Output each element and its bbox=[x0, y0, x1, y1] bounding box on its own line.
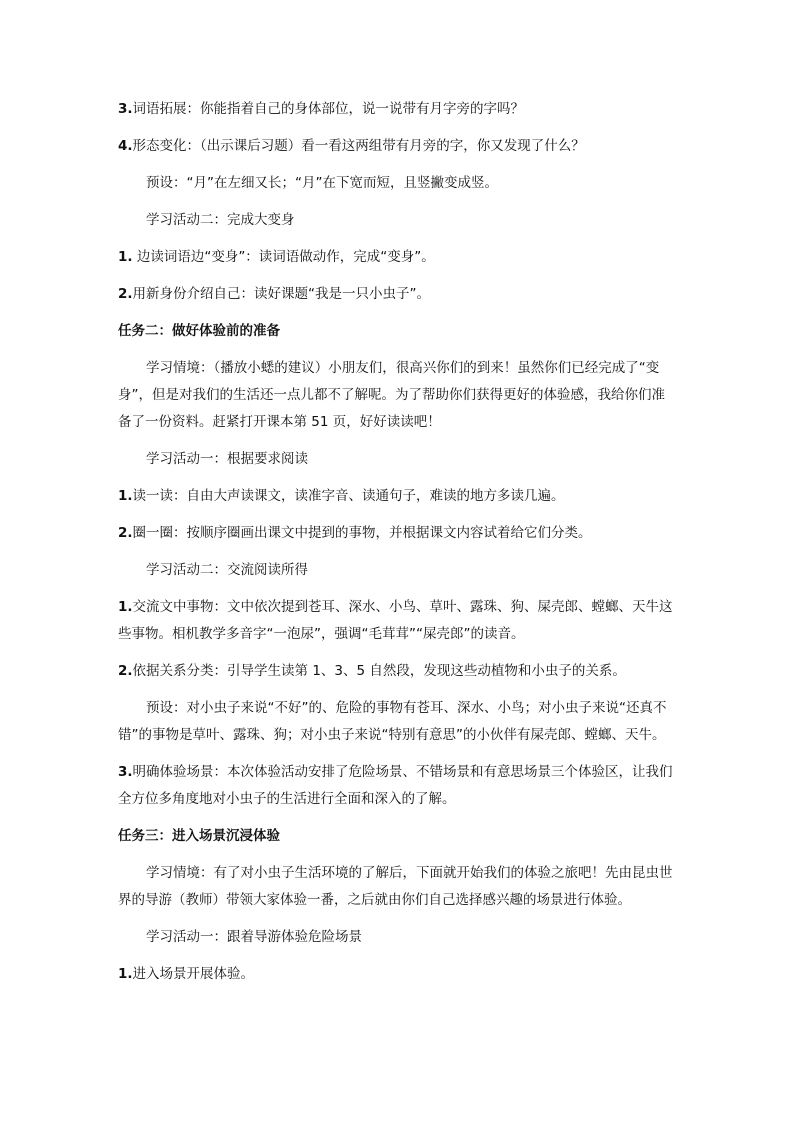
item-number: 1. bbox=[118, 966, 133, 982]
paragraph-text: 进入场景开展体验。 bbox=[132, 966, 255, 982]
paragraph-text: 边读词语边“变身”：读词语做动作，完成“变身”。 bbox=[132, 249, 435, 265]
paragraph-text: 学习情境：（播放小蟋的建议）小朋友们，很高兴你们的到来！虽然你们已经完成了“变身”，但是对我们的生活还一点儿都不了解呢。为了帮助你们获得更好的体验感，我给你们准备了一份资料。赶紧打开课本第 51 页，好好读读吧！ bbox=[118, 360, 665, 430]
paragraph-text: 预设：对小虫子来说“不好”的、危险的事物有苍耳、深水、小鸟；对小虫子来说“还真不错”的事物是草叶、露珠、狗；对小虫子来说“特别有意思”的小伙伴有屎壳郎、螳螂、天牛。 bbox=[118, 700, 667, 743]
paragraph-enter-scene bbox=[118, 961, 676, 988]
task-two-heading bbox=[118, 318, 676, 345]
paragraph-text: 学习活动一：跟着导游体验危险场景 bbox=[146, 929, 362, 945]
paragraph-preset-2 bbox=[118, 695, 676, 749]
paragraph-read-aloud bbox=[118, 483, 676, 510]
activity-title-transform bbox=[118, 207, 676, 234]
activity-title-guide bbox=[118, 924, 676, 951]
paragraph-text: 形态变化：（出示课后习题）看一看这两组带有月旁的字，你又发现了什么？ bbox=[132, 138, 585, 154]
heading-text: 任务三：进入场景沉浸体验 bbox=[118, 828, 280, 844]
item-number: 1. bbox=[118, 249, 133, 265]
paragraph-exchange-items bbox=[118, 594, 676, 648]
paragraph-text: 学习活动二：完成大变身 bbox=[146, 212, 295, 228]
paragraph-learning-context-1 bbox=[118, 355, 676, 436]
paragraph-word-extension bbox=[118, 96, 676, 123]
paragraph-read-and-transform bbox=[118, 244, 676, 271]
activity-title-read bbox=[118, 446, 676, 473]
activity-title-exchange bbox=[118, 557, 676, 584]
paragraph-text: 交流文中事物：文中依次提到苍耳、深水、小鸟、草叶、露珠、狗、屎壳郎、螳螂、天牛这些事物。相机教学多音字“一泡尿”，强调“毛茸茸”“屎壳郎”的读音。 bbox=[118, 599, 673, 642]
paragraph-learning-context-2 bbox=[118, 860, 676, 914]
paragraph-text: 明确体验场景：本次体验活动安排了危险场景、不错场景和有意思场景三个体验区，让我们全方位多角度地对小虫子的生活进行全面和深入的了解。 bbox=[118, 764, 673, 807]
paragraph-text: 读一读：自由大声读课文，读准字音、读通句子，难读的地方多读几遍。 bbox=[132, 488, 565, 504]
item-number: 3. bbox=[118, 101, 133, 117]
item-number: 2. bbox=[118, 525, 133, 541]
paragraph-text: 词语拓展：你能指着自己的身体部位，说一说带有月字旁的字吗？ bbox=[132, 101, 525, 117]
paragraph-circle-items bbox=[118, 520, 676, 547]
item-number: 4. bbox=[118, 138, 133, 154]
task-three-heading bbox=[118, 823, 676, 850]
paragraph-introduce-self bbox=[118, 281, 676, 308]
paragraph-preset-1 bbox=[118, 170, 676, 197]
item-number: 1. bbox=[118, 599, 133, 615]
paragraph-text: 学习活动二：交流阅读所得 bbox=[146, 562, 308, 578]
paragraph-text: 用新身份介绍自己：读好课题“我是一只小虫子”。 bbox=[132, 286, 431, 302]
paragraph-text: 圈一圈：按顺序圈画出课文中提到的事物，并根据课文内容试着给它们分类。 bbox=[132, 525, 592, 541]
paragraph-scenes bbox=[118, 759, 676, 813]
item-number: 2. bbox=[118, 286, 133, 302]
document-body bbox=[118, 96, 676, 998]
paragraph-text: 预设：“月”在左细又长；“月”在下宽而短，且竖撇变成竖。 bbox=[146, 175, 498, 191]
item-number: 1. bbox=[118, 488, 133, 504]
item-number: 2. bbox=[118, 663, 133, 679]
paragraph-text: 依据关系分类：引导学生读第 1、3、5 自然段，发现这些动植物和小虫子的关系。 bbox=[132, 663, 626, 679]
paragraph-text: 学习情境：有了对小虫子生活环境的了解后，下面就开始我们的体验之旅吧！先由昆虫世界的导游（教师）带领大家体验一番，之后就由你们自己选择感兴趣的场景进行体验。 bbox=[118, 865, 673, 908]
item-number: 3. bbox=[118, 764, 133, 780]
paragraph-text: 学习活动一：根据要求阅读 bbox=[146, 451, 308, 467]
paragraph-shape-change bbox=[118, 133, 676, 160]
heading-text: 任务二：做好体验前的准备 bbox=[118, 323, 280, 339]
paragraph-classify bbox=[118, 658, 676, 685]
